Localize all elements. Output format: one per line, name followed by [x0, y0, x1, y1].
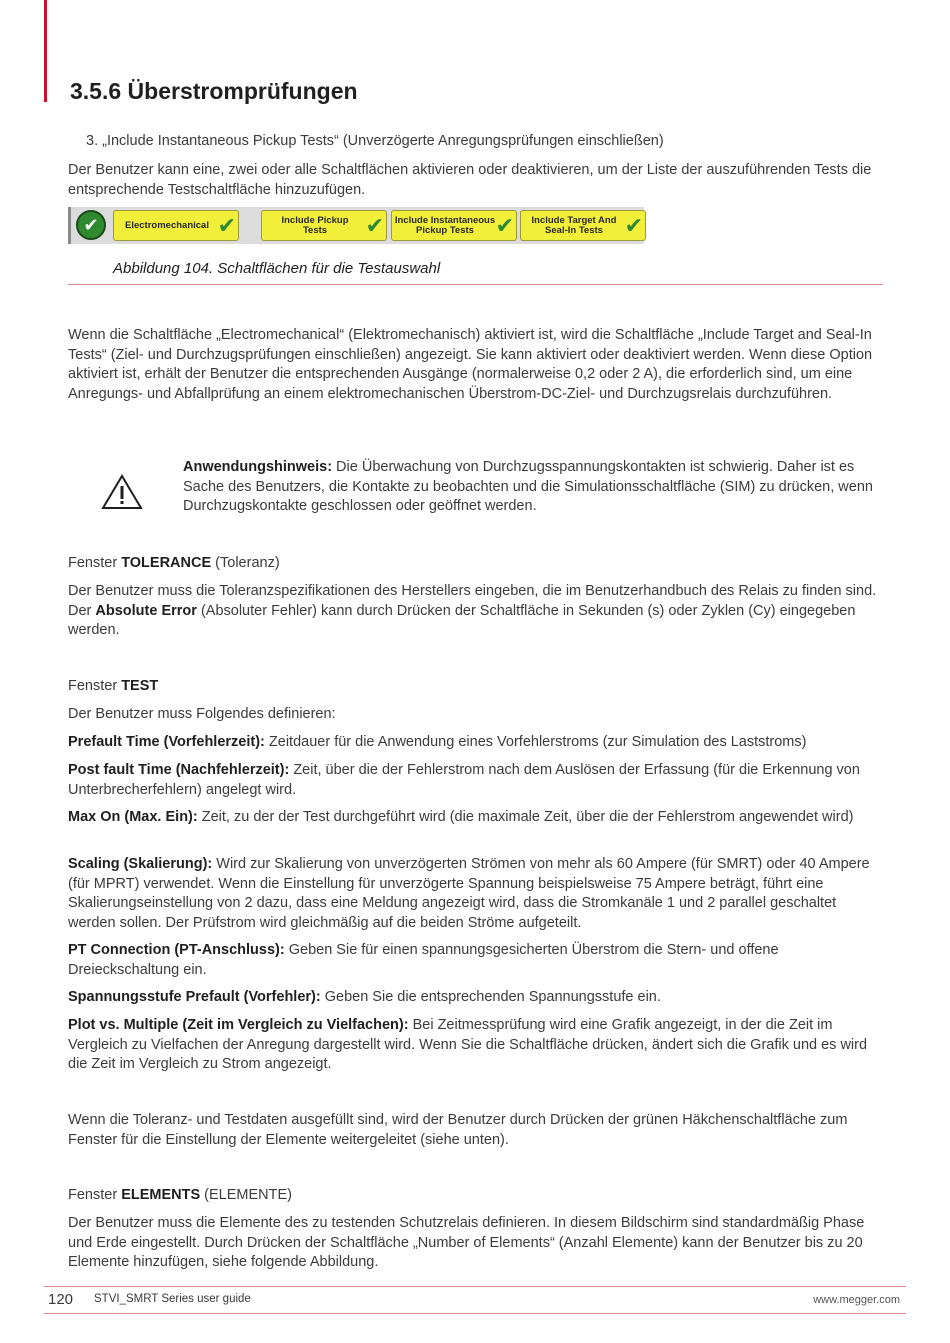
electromechanical-label: Electromechanical [125, 219, 209, 231]
test-heading: Fenster TEST [68, 678, 159, 694]
include-instantaneous-label-line1: Include Instantaneous [394, 214, 496, 226]
check-icon: ✔ [365, 213, 384, 238]
warning-icon [101, 474, 143, 510]
include-target-label-line1: Include Target And [531, 214, 617, 226]
definition-post-fault-time: Post fault Time (Nachfehlerzeit): Zeit, über die der Fehlerstrom nach dem Auslösen der Erfassung (für die Erkennung von Unterbrecherfehlern) angelegt wird. [68, 762, 860, 798]
note-text: Die Überwachung von Durchzugsspannungskontakten ist schwierig. Daher ist es Sache des Benutzers, die Kontakte zu beobachten und die Simulationsschaltfläche (SIM) zu drücken, wenn Durchzugskontakte geschlossen oder geöffnet werden. [183, 459, 873, 514]
tolerance-paragraph: Der Benutzer muss die Toleranzspezifikationen des Herstellers eingeben, die im Benutzerhandbuch des Relais zu finden sind. Der Absolute Error (Absoluter Fehler) kann durch Drücken der Schaltfläche in Sekunden (s) oder Zyklen (Cy) eingegeben werden. [68, 583, 877, 638]
footer-rule-bottom [44, 1313, 906, 1314]
test-selection-button-strip [68, 207, 644, 244]
figure-caption: Abbildung 104. Schaltflächen für die Testauswahl [113, 260, 441, 277]
intro-paragraph: Der Benutzer kann eine, zwei oder alle Schaltflächen aktivieren oder deaktivieren, um der Liste der auszuführenden Tests die entsprechende Testschaltfläche hinzuzufügen. [68, 162, 872, 198]
section-title: 3.5.6 Überstromprüfungen [70, 78, 358, 104]
ok-check-button[interactable] [76, 210, 106, 240]
electromechanical-paragraph: Wenn die Schaltfläche „Electromechanical“ (Elektromechanisch) aktiviert ist, wird die Schaltfläche „Include Target and Seal-In Tests“ (Ziel- und Durchzugsprüfungen einschließen) angezeigt. Sie kann aktiviert oder deaktiviert werden. Wenn diese Option aktiviert ist, erhält der Benutzer die entsprechenden Ausgänge (normalerweise 0,2 oder 2 A), die erforderlich sind, um eine Anregungs- und Abfallprüfung an einem elektromechanischen Überstrom-DC-Ziel- und Durchzugsrelais durchzuführen. [68, 327, 873, 402]
list-item-3: 3. „Include Instantaneous Pickup Tests“ (Unverzögerte Anregungsprüfungen einschließen) [86, 133, 664, 149]
test-intro: Der Benutzer muss Folgendes definieren: [68, 706, 336, 722]
include-instantaneous-label-line2: Pickup Tests [416, 224, 474, 236]
check-icon: ✔ [83, 214, 99, 235]
check-icon: ✔ [495, 213, 514, 238]
elements-paragraph: Der Benutzer muss die Elemente des zu testenden Schutzrelais definieren. In diesem Bildschirm sind standardmäßig Phase und Erde eingestellt. Durch Drücken der Schaltfläche „Number of Elements“ (Anzahl Elemente) kann der Benutzer bis zu 20 Elemente hinzufügen, siehe folgende Abbildung. [68, 1215, 865, 1270]
include-instantaneous-pickup-tests-button[interactable] [391, 210, 517, 241]
check-icon: ✔ [624, 213, 643, 238]
header-accent-bar [44, 0, 47, 102]
caption-divider [68, 284, 883, 285]
page-number: 120 [48, 1291, 74, 1308]
footer-doc-title: STVI_SMRT Series user guide [94, 1293, 251, 1305]
definition-pt-connection: PT Connection (PT-Anschluss): Geben Sie für einen spannungsgesicherten Überstrom die Stern- und offene Dreieckschaltung ein. [68, 942, 779, 978]
include-pickup-label-line2: Tests [302, 224, 328, 236]
include-pickup-tests-button[interactable] [261, 210, 387, 241]
application-note [183, 458, 885, 517]
definition-scaling: Scaling (Skalierung): Wird zur Skalierung von unverzögerten Strömen von mehr als 60 Ampere (für SMRT) oder 40 Ampere (für MPRT) verwendet. Wenn die Einstellung für unverzögerte Spannung beispielsweise 75 Ampere beträgt, führt eine Skalierungseinstellung von 2 dazu, dass eine Meldung angezeigt wird, dass die Stromkanäle 1 und 2 parallel geschaltet werden sollen. Der Prüfstrom wird gleichmäßig auf die beiden Ströme aufgeteilt. [68, 856, 870, 931]
definition-voltage-level: Spannungsstufe Prefault (Vorfehler): Geben Sie die entsprechenden Spannungsstufe ein. [68, 989, 661, 1005]
tolerance-heading: Fenster TOLERANCE (Toleranz) [68, 555, 280, 571]
footer-rule-top [44, 1286, 906, 1287]
electromechanical-button[interactable] [113, 210, 239, 241]
completion-paragraph: Wenn die Toleranz- und Testdaten ausgefüllt sind, wird der Benutzer durch Drücken der grünen Häkchenschaltfläche zum Fenster für die Einstellung der Elemente weitergeleitet (siehe unten). [68, 1112, 848, 1148]
footer-url-link[interactable]: www.megger.com [813, 1294, 900, 1306]
definition-prefault-time: Prefault Time (Vorfehlerzeit): Zeitdauer für die Anwendung eines Vorfehlerstroms (zur Simulation des Laststroms) [68, 734, 807, 750]
include-pickup-label-line1: Include Pickup [281, 214, 349, 226]
include-target-seal-in-tests-button[interactable] [520, 210, 646, 241]
definition-max-on: Max On (Max. Ein): Zeit, zu der der Test durchgeführt wird (die maximale Zeit, über die der Fehlerstrom angewendet wird) [68, 809, 854, 825]
note-label: Anwendungshinweis: [183, 459, 333, 475]
include-target-label-line2: Seal-In Tests [545, 224, 603, 236]
check-icon: ✔ [217, 213, 236, 238]
definition-plot-vs-multiple: Plot vs. Multiple (Zeit im Vergleich zu Vielfachen): Bei Zeitmessprüfung wird eine Grafik angezeigt, in der die Zeit im Vergleich zu Vielfachen der Anregung dargestellt wird. Wenn Sie die Schaltfläche drücken, ändert sich die Grafik und es wird die Zeit im Vergleich zu Strom angezeigt. [68, 1017, 868, 1072]
elements-heading: Fenster ELEMENTS (ELEMENTE) [68, 1187, 292, 1203]
